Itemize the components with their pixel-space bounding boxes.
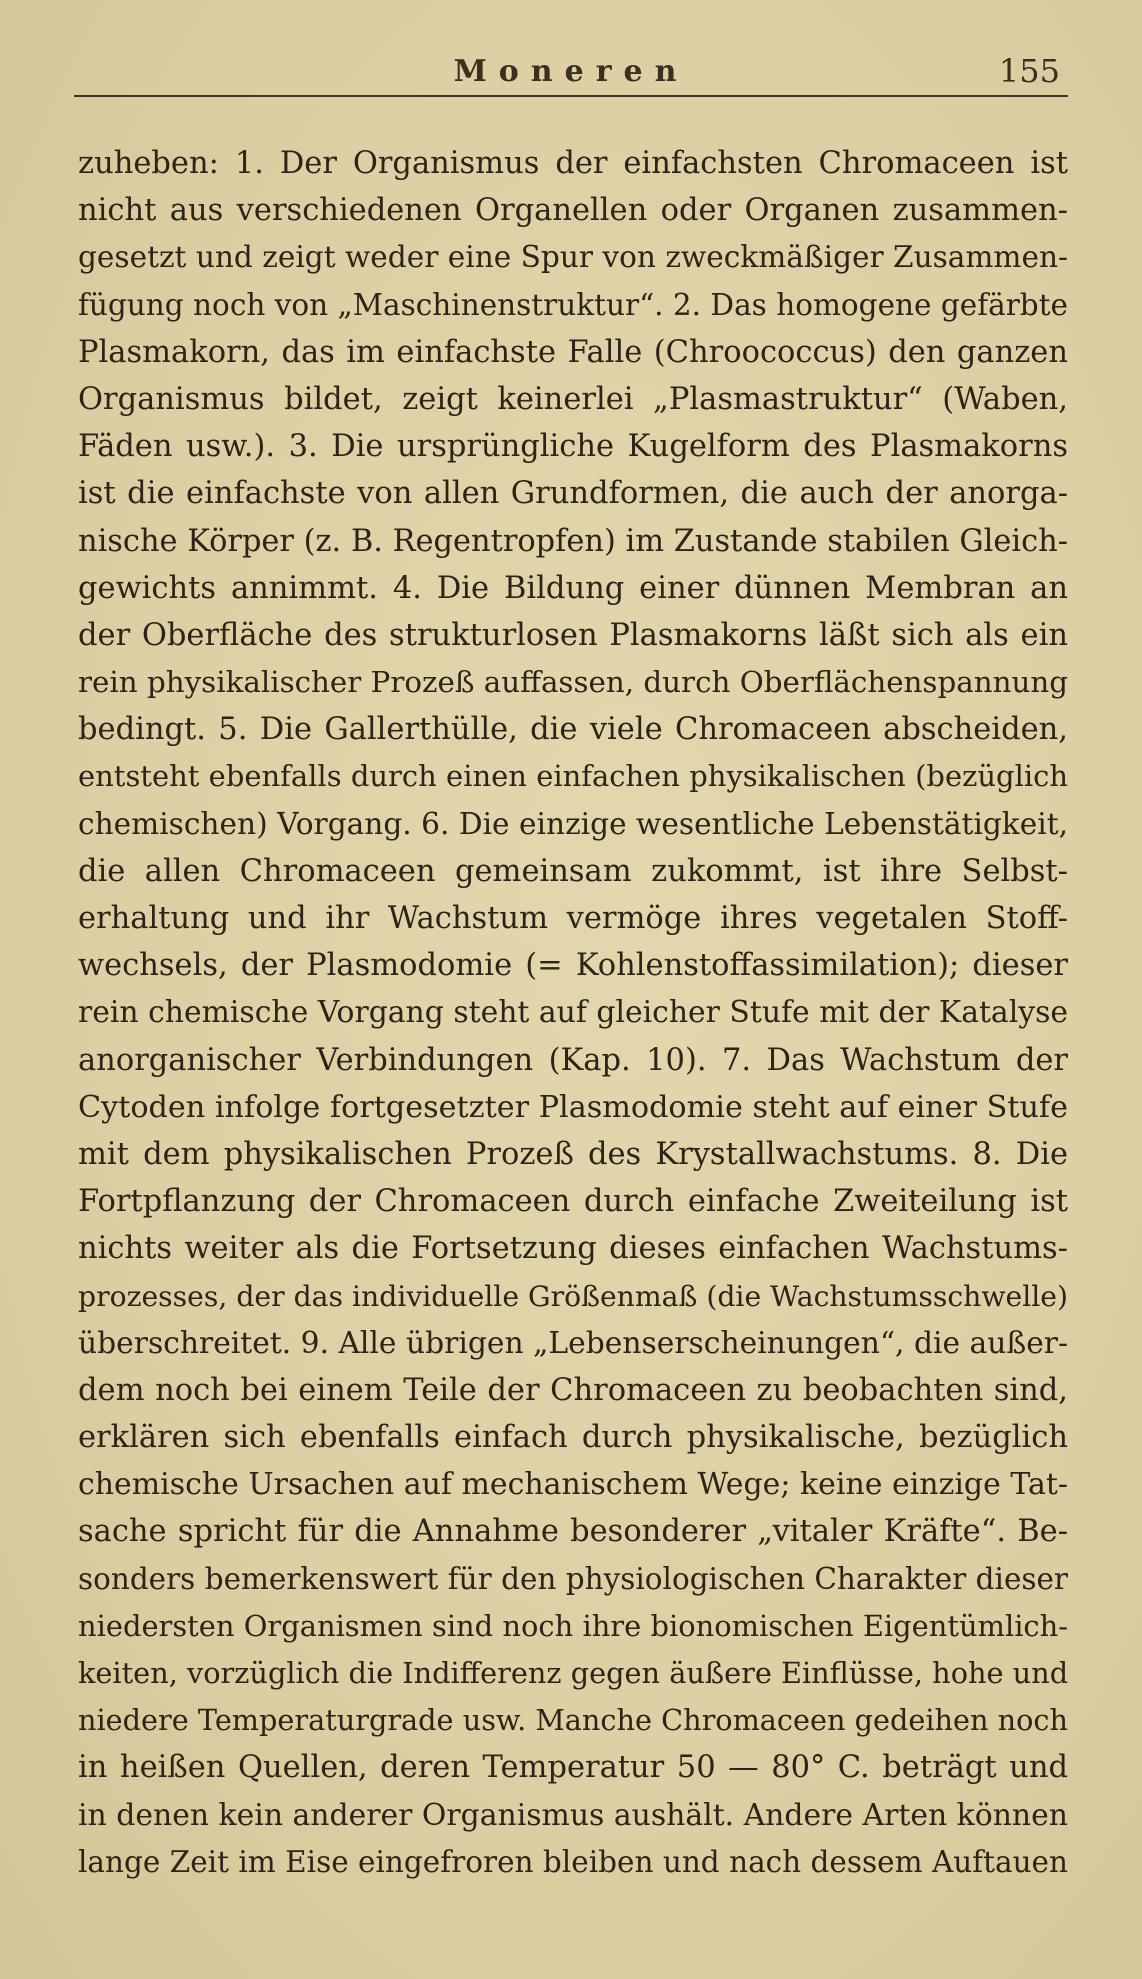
text-line: Cytoden infolge fortgesetzter Plasmodomie steht auf einer Stufe bbox=[78, 1089, 1068, 1125]
text-line: prozesses, der das individuelle Größenmaß (die Wachstumsschwelle) bbox=[78, 1279, 1068, 1313]
text-line: erhaltung und ihr Wachstum vermöge ihres vegetalen Stoff- bbox=[78, 901, 1068, 936]
text-line: mit dem physikalischen Prozeß des Krystallwachstums. 8. Die bbox=[78, 1136, 1068, 1172]
text-line: Fäden usw.). 3. Die ursprüngliche Kugelform des Plasmakorns bbox=[78, 429, 1068, 465]
text-line: nische Körper (z. B. Regentropfen) im Zustande stabilen Gleich- bbox=[78, 523, 1068, 559]
text-line: ist die einfachste von allen Grundformen, die auch der anorga- bbox=[78, 476, 1068, 512]
text-line: fügung noch von „Maschinenstruktur“. 2. Das homogene gefärbte bbox=[78, 287, 1069, 322]
text-line: anorganischer Verbindungen (Kap. 10). 7. Das Wachstum der bbox=[78, 1042, 1068, 1078]
text-line: der Oberfläche des strukturlosen Plasmakorns läßt sich als ein bbox=[78, 617, 1068, 653]
page-number: 155 bbox=[998, 52, 1060, 90]
text-line: lange Zeit im Eise eingefroren bleiben und nach dessem Auftauen bbox=[78, 1844, 1068, 1879]
text-line: in heißen Quellen, deren Temperatur 50 — 80° C. beträgt und bbox=[78, 1750, 1068, 1786]
text-line: wechsels, der Plasmodomie (= Kohlenstoffassimilation); dieser bbox=[78, 948, 1068, 984]
text-line: keiten, vorzüglich die Indifferenz gegen äußere Einflüsse, hohe und bbox=[78, 1656, 1069, 1690]
text-line: rein chemische Vorgang steht auf gleicher Stufe mit der Katalyse bbox=[78, 995, 1068, 1031]
text-line: niedersten Organismen sind noch ihre bionomischen Eigentümlich- bbox=[78, 1608, 1068, 1643]
text-line: erklären sich ebenfalls einfach durch physikalische, bezüglich bbox=[78, 1420, 1068, 1456]
text-line: chemische Ursachen auf mechanischem Wege; keine einzige Tat- bbox=[78, 1467, 1068, 1503]
text-line: gesetzt und zeigt weder eine Spur von zweckmäßiger Zusammen- bbox=[78, 240, 1068, 275]
text-line: entsteht ebenfalls durch einen einfachen physikalischen (bezüglich bbox=[78, 759, 1068, 794]
body-text bbox=[78, 140, 1068, 1886]
text-line: sache spricht für die Annahme besonderer „vitaler Kräfte“. Be- bbox=[78, 1514, 1068, 1550]
text-line: bedingt. 5. Die Gallerthülle, die viele Chromaceen abscheiden, bbox=[78, 712, 1068, 748]
text-line: die allen Chromaceen gemeinsam zukommt, ist ihre Selbst- bbox=[78, 853, 1068, 889]
header-rule bbox=[74, 95, 1068, 97]
page-header bbox=[74, 50, 1068, 96]
text-line: in denen kein anderer Organismus aushält. Andere Arten können bbox=[78, 1797, 1068, 1833]
running-head: Moneren bbox=[453, 54, 689, 89]
text-line: nicht aus verschiedenen Organellen oder Organen zusammen- bbox=[78, 193, 1068, 229]
text-line: Plasmakorn, das im einfachste Falle (Chroococcus) den ganzen bbox=[78, 334, 1068, 370]
text-line: zuheben: 1. Der Organismus der einfachsten Chromaceen ist bbox=[78, 146, 1068, 181]
text-line: rein physikalischer Prozeß auffassen, durch Oberflächenspannung bbox=[78, 665, 1068, 700]
text-line: chemischen) Vorgang. 6. Die einzige wesentliche Lebenstätigkeit, bbox=[78, 806, 1068, 841]
text-line: Fortpflanzung der Chromaceen durch einfache Zweiteilung ist bbox=[78, 1184, 1068, 1220]
text-line: gewichts annimmt. 4. Die Bildung einer dünnen Membran an bbox=[78, 570, 1068, 606]
text-line: sonders bemerkenswert für den physiologischen Charakter dieser bbox=[78, 1561, 1068, 1596]
text-line: dem noch bei einem Teile der Chromaceen zu beobachten sind, bbox=[78, 1372, 1068, 1408]
text-line: Organismus bildet, zeigt keinerlei „Plasmastruktur“ (Waben, bbox=[78, 381, 1068, 417]
text-line: niedere Temperaturgrade usw. Manche Chromaceen gedeihen noch bbox=[78, 1703, 1068, 1738]
text-line: überschreitet. 9. Alle übrigen „Lebenserscheinungen“, die außer- bbox=[78, 1325, 1069, 1361]
text-line: nichts weiter als die Fortsetzung dieses einfachen Wachstums- bbox=[78, 1231, 1068, 1267]
